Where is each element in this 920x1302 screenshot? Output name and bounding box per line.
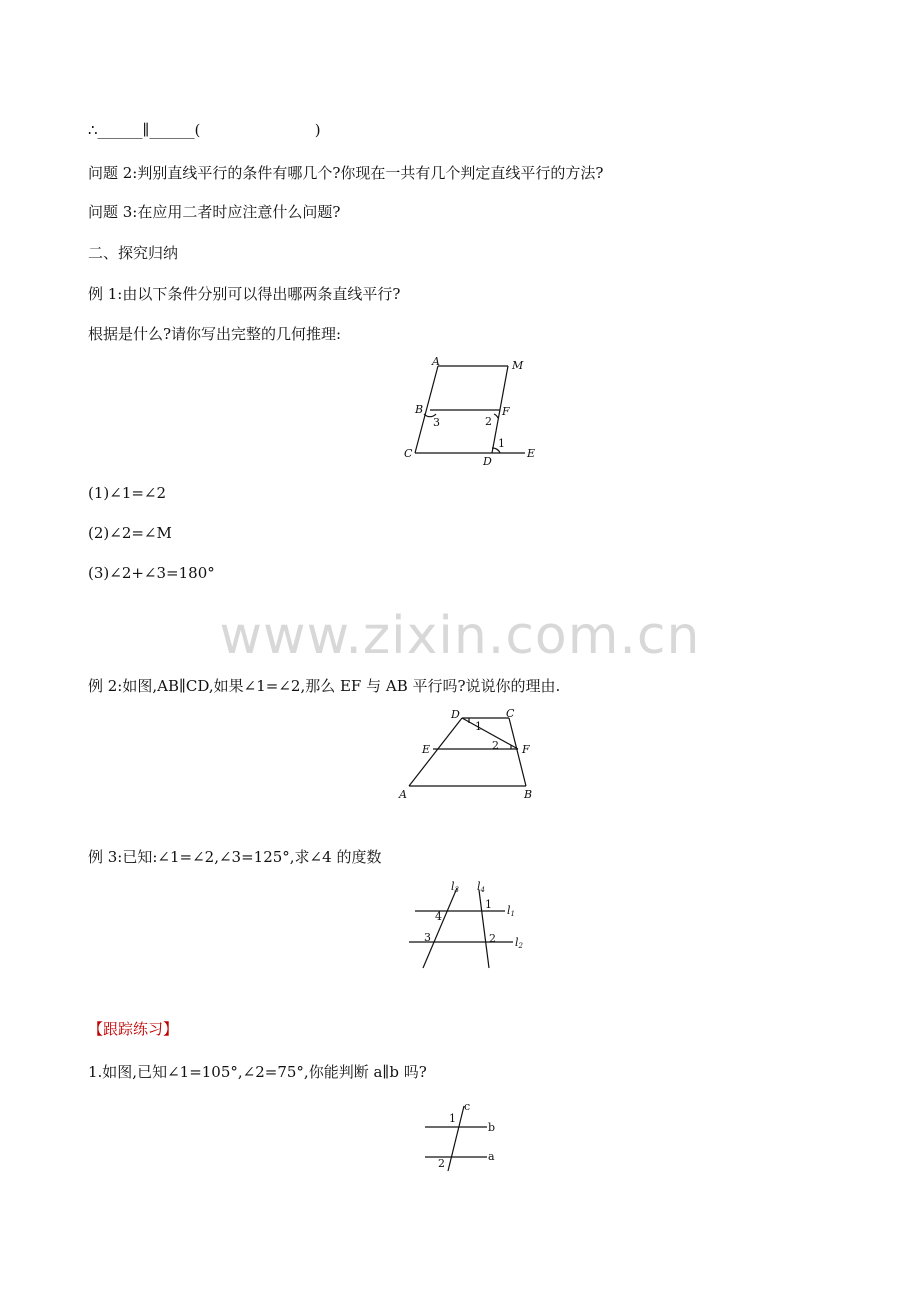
label-c: c — [464, 1100, 471, 1113]
practice-1: 1.如图,已知∠1=105°,∠2=75°,你能判断 a∥b 吗? — [88, 1063, 427, 1081]
label-M: M — [512, 359, 524, 372]
label-D: D — [483, 455, 492, 468]
angle-2-label: 2 — [492, 739, 499, 752]
example-3: 例 3:已知:∠1=∠2,∠3=125°,求∠4 的度数 — [88, 848, 382, 866]
angle-1-label: 1 — [485, 898, 492, 911]
label-E: E — [527, 447, 536, 460]
label-l1: l1 — [507, 904, 515, 918]
question-2: 问题 2:判别直线平行的条件有哪几个?你现在一共有几个判定直线平行的方法? — [88, 164, 604, 182]
label-l2: l2 — [515, 936, 523, 950]
therefore-blank-line: ∴______∥______( ) — [88, 121, 321, 139]
angle-1-label: 1 — [475, 720, 482, 733]
figure-practice-1 — [415, 1096, 505, 1176]
angle-3-label: 3 — [424, 931, 431, 944]
label-F: F — [502, 405, 510, 418]
angle-2-label: 2 — [438, 1157, 445, 1170]
example-2: 例 2:如图,AB∥CD,如果∠1=∠2,那么 EF 与 AB 平行吗?说说你的理由. — [88, 677, 561, 695]
example-1-ask: 根据是什么?请你写出完整的几何推理: — [88, 325, 342, 343]
condition-2: (2)∠2=∠M — [88, 524, 172, 542]
label-l4: l4 — [477, 880, 485, 894]
label-F: F — [522, 743, 530, 756]
angle-1-label: 1 — [498, 437, 505, 450]
label-B: B — [524, 788, 533, 801]
label-C: C — [404, 447, 413, 460]
angle-2-label: 2 — [485, 415, 492, 428]
angle-3-label: 3 — [433, 416, 440, 429]
angle-4-label: 4 — [435, 910, 442, 923]
label-A: A — [432, 355, 440, 368]
condition-1: (1)∠1=∠2 — [88, 484, 167, 502]
example-1: 例 1:由以下条件分别可以得出哪两条直线平行? — [88, 285, 401, 303]
question-3: 问题 3:在应用二者时应注意什么问题? — [88, 203, 341, 221]
label-l3: l3 — [451, 880, 459, 894]
label-B: B — [415, 403, 424, 416]
label-a: a — [488, 1150, 495, 1163]
figure-example-3 — [405, 878, 535, 970]
section-heading-2: 二、探究归纳 — [88, 244, 179, 262]
angle-2-label: 2 — [489, 932, 496, 945]
angle-1-label: 1 — [449, 1112, 456, 1125]
condition-3: (3)∠2+∠3=180° — [88, 564, 215, 582]
figure-example-1 — [400, 356, 550, 466]
practice-heading: 【跟踪练习】 — [88, 1020, 179, 1038]
label-C: C — [506, 707, 515, 720]
label-b: b — [488, 1121, 496, 1134]
watermark: www.zixin.com.cn — [219, 606, 701, 666]
figure-example-2 — [395, 706, 545, 802]
label-A: A — [399, 788, 407, 801]
label-E: E — [422, 743, 431, 756]
label-D: D — [451, 708, 460, 721]
